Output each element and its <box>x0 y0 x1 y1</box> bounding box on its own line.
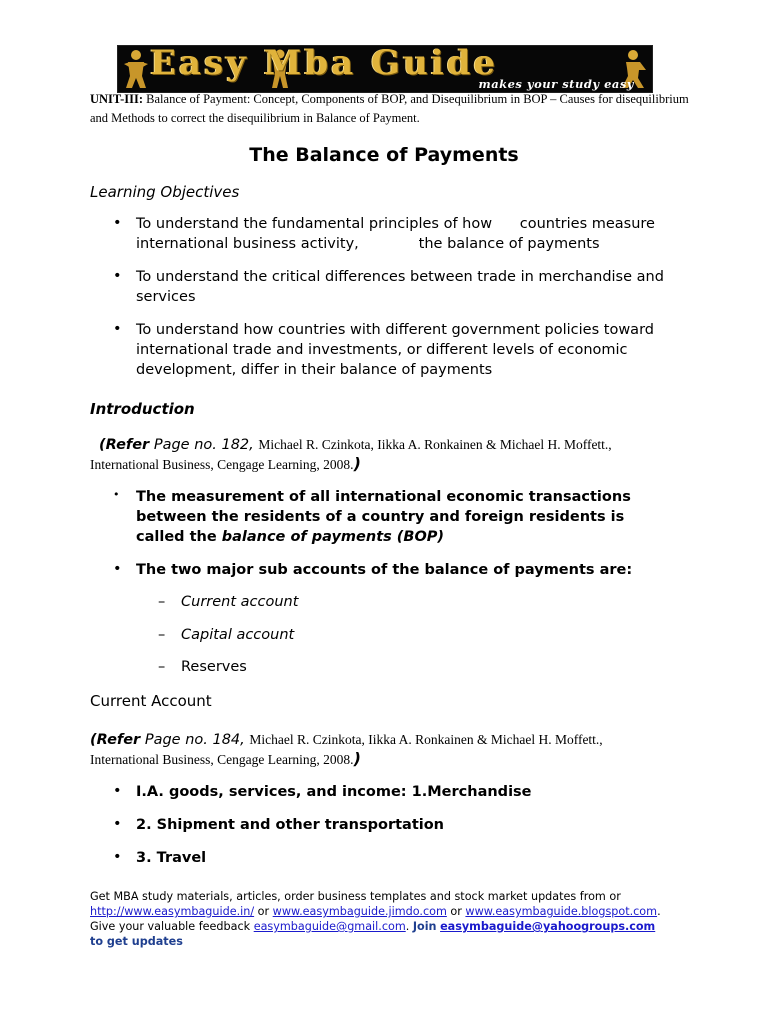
ref-source-line-2: International Business, Cengage Learning, 2008. <box>90 752 354 767</box>
objective-item-2 <box>136 267 696 307</box>
bop-term: balance of payments (BOP) <box>221 529 445 545</box>
learning-objectives-heading: Learning Objectives <box>90 183 240 201</box>
current-account-item-2: 2. Shipment and other transportation <box>136 817 445 833</box>
introduction-reference <box>90 435 680 454</box>
footer-links: http://www.easymbaguide.in/ or www.easymbaguide.jimdo.com or www.easymbaguide.blogspot.com. <box>90 905 661 918</box>
intro-bullet-2: The two major sub accounts of the balance of payments are: <box>136 562 633 578</box>
bullet-icon: • <box>113 849 122 865</box>
intro-bullet-1-line-2: between the residents of a country and foreign residents is <box>136 509 625 525</box>
sub-item-reserves: Reserves <box>181 659 247 675</box>
footer-line-1: Get MBA study materials, articles, order business templates and stock market updates from or <box>90 890 621 903</box>
banner-brand: Easy Mba Guide <box>150 45 499 83</box>
ref-close-paren: ) <box>353 749 361 768</box>
objective-3-line-2: international trade and investments, or different levels of economic <box>136 342 628 358</box>
page-title: The Balance of Payments <box>249 144 519 166</box>
unit-label: UNIT-III: <box>90 92 144 106</box>
easy-mba-guide-banner <box>117 45 653 93</box>
ref-page: Page no. 184, <box>140 732 250 748</box>
ref-source-line-1: Michael R. Czinkota, Iikka A. Ronkainen & Michael H. Moffett., <box>249 732 603 747</box>
objective-2-line-2: services <box>136 289 196 305</box>
ref-open-paren: ( <box>99 437 106 453</box>
unit-description <box>90 90 690 127</box>
objective-3-line-3: development, differ in their balance of payments <box>136 362 493 378</box>
ref-word: Refer <box>105 437 150 453</box>
ref-open-paren: ( <box>90 732 97 748</box>
bullet-icon: • <box>113 321 122 337</box>
current-account-reference <box>90 730 680 749</box>
link-easymbaguide-in[interactable]: http://www.easymbaguide.in/ <box>90 905 255 918</box>
ref-page: Page no. 182, <box>149 437 259 453</box>
footer-feedback: Give your valuable feedback easymbaguide@gmail.com. Join easymbaguide@yahoogroups.com <box>90 920 656 933</box>
graduate-figure-icon <box>122 48 150 90</box>
introduction-reference-cont <box>90 455 680 474</box>
join-label: Join <box>412 920 437 933</box>
yahoogroups-link[interactable]: easymbaguide@yahoogroups.com <box>440 920 656 933</box>
feedback-email-link[interactable]: easymbaguide@gmail.com <box>253 920 406 933</box>
banner-tagline: makes your study easy <box>478 77 634 91</box>
footer-updates: to get updates <box>90 935 183 948</box>
current-account-item-1: I.A. goods, services, and income: 1.Merchandise <box>136 784 532 800</box>
bullet-icon: • <box>113 783 122 799</box>
ref-source-line-2: International Business, Cengage Learning, 2008. <box>90 457 354 472</box>
objective-1-line-1: To understand the fundamental principles of how countries measure <box>136 216 655 232</box>
bullet-icon: • <box>113 816 122 832</box>
introduction-heading: Introduction <box>90 400 195 418</box>
bullet-icon: • <box>113 268 122 284</box>
intro-bullet-1 <box>136 487 696 547</box>
link-easymbaguide-jimdo[interactable]: www.easymbaguide.jimdo.com <box>272 905 447 918</box>
intro-bullet-1-line-3: called the balance of payments (BOP) <box>136 529 445 545</box>
bullet-icon: • <box>113 488 120 501</box>
dash-icon: – <box>158 659 166 675</box>
current-account-heading: Current Account <box>90 692 212 710</box>
sub-item-capital-account: Capital account <box>181 627 295 643</box>
objective-1-line-2: international business activity, the balance of payments <box>136 236 600 252</box>
ref-word: Refer <box>96 732 141 748</box>
sub-item-current-account: Current account <box>181 594 299 610</box>
ref-source-line-1: Michael R. Czinkota, Iikka A. Ronkainen & Michael H. Moffett., <box>258 437 612 452</box>
ref-close-paren: ) <box>353 454 361 473</box>
objective-2-line-1: To understand the critical differences between trade in merchandise and <box>136 269 664 285</box>
current-account-reference-cont <box>90 750 680 769</box>
intro-bullet-1-line-1: The measurement of all international economic transactions <box>136 489 631 505</box>
dash-icon: – <box>158 594 166 610</box>
objective-item-3 <box>136 320 696 380</box>
dash-icon: – <box>158 627 166 643</box>
current-account-item-3: 3. Travel <box>136 850 207 866</box>
objective-item-1 <box>136 214 696 254</box>
unit-text: Balance of Payment: Concept, Components of BOP, and Disequilibrium in BOP – Causes for disequilibrium and Methods to correct the disequilibrium in Balance of Payment. <box>90 92 689 125</box>
bullet-icon: • <box>113 561 122 577</box>
page-footer <box>90 889 680 949</box>
link-easymbaguide-blogspot[interactable]: www.easymbaguide.blogspot.com <box>465 905 658 918</box>
objective-3-line-1: To understand how countries with different government policies toward <box>136 322 654 338</box>
bullet-icon: • <box>113 215 122 231</box>
